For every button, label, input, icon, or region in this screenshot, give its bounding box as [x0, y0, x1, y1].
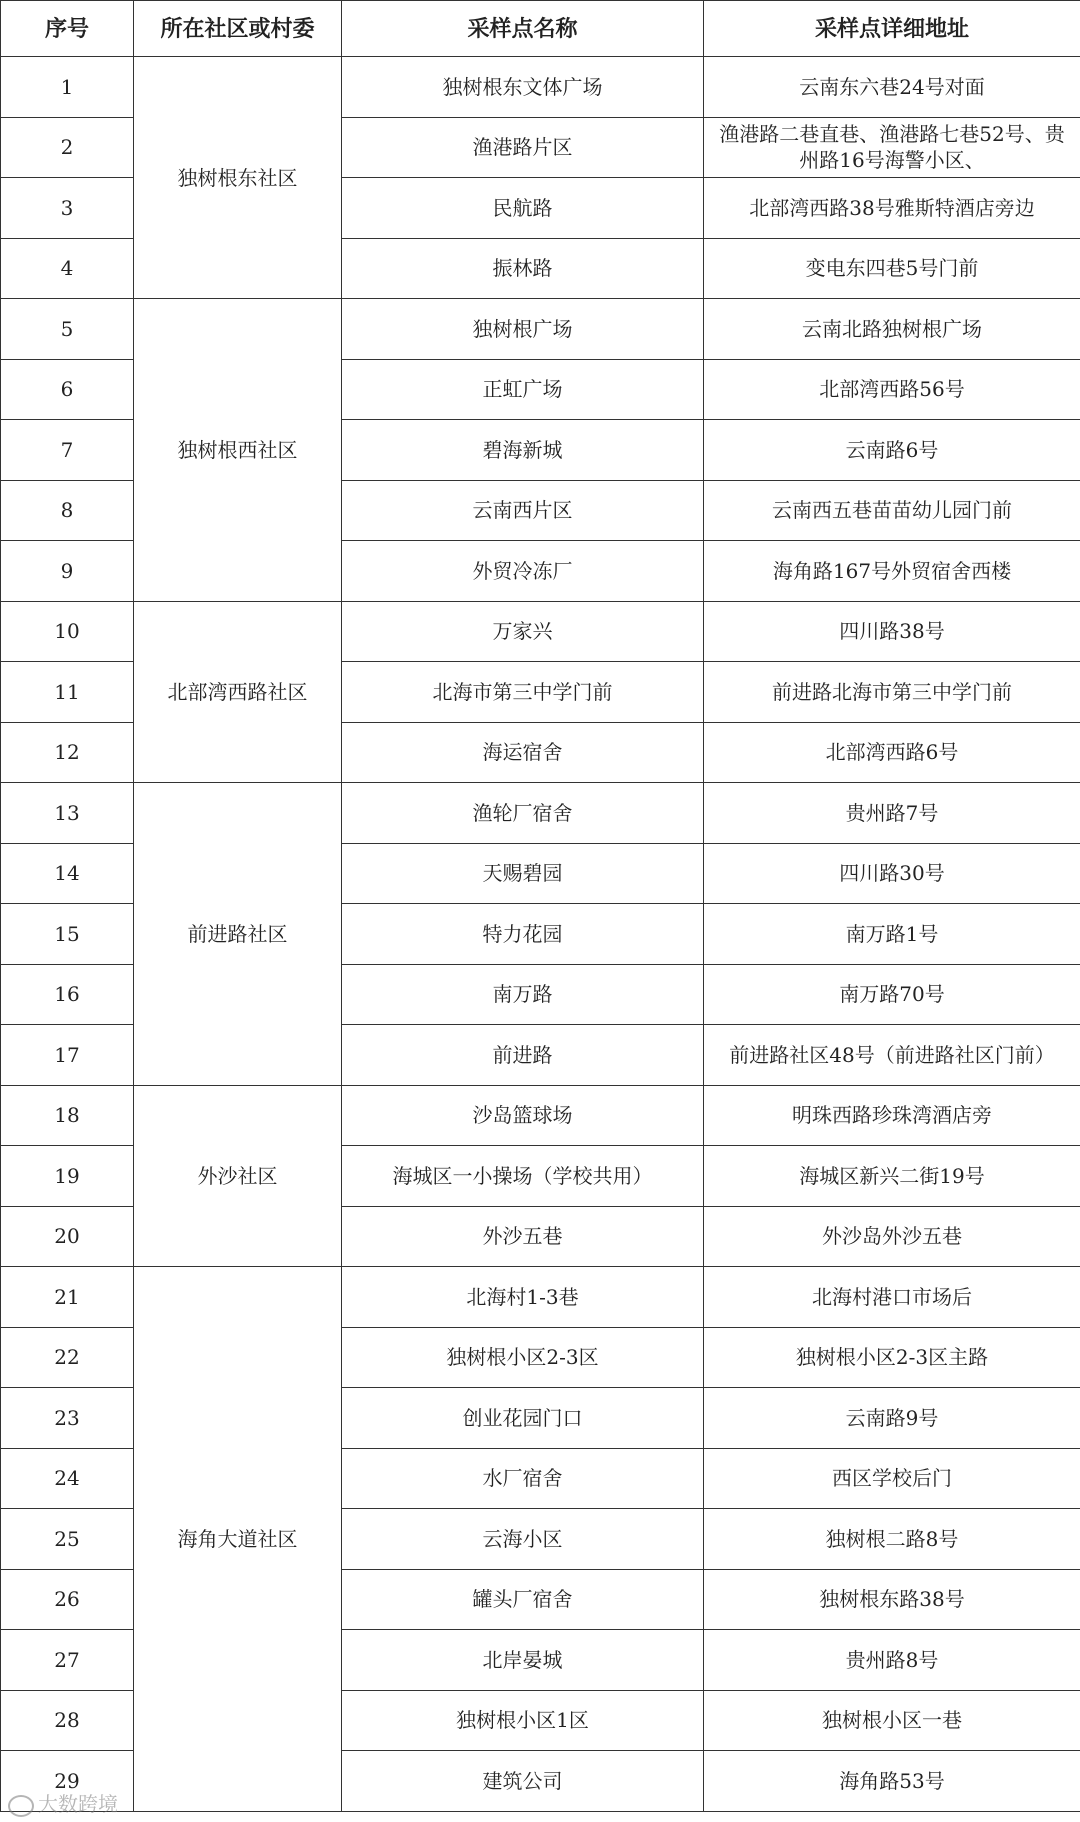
address-cell: 北部湾西路56号 — [704, 359, 1080, 420]
row-number: 5 — [1, 299, 134, 360]
row-number: 4 — [1, 238, 134, 299]
site-name-cell: 罐头厂宿舍 — [342, 1569, 704, 1630]
site-name-cell: 海运宿舍 — [342, 722, 704, 783]
site-name-cell: 北岸晏城 — [342, 1630, 704, 1691]
table-row — [1, 601, 1080, 662]
address-cell: 贵州路7号 — [704, 783, 1080, 844]
site-name-cell: 建筑公司 — [342, 1751, 704, 1812]
address-cell: 四川路38号 — [704, 601, 1080, 662]
row-number: 28 — [1, 1690, 134, 1751]
row-number: 20 — [1, 1206, 134, 1267]
address-cell: 云南北路独树根广场 — [704, 299, 1080, 360]
header-no: 序号 — [1, 1, 134, 57]
address-cell: 独树根小区一巷 — [704, 1690, 1080, 1751]
row-number: 27 — [1, 1630, 134, 1691]
address-cell: 云南路9号 — [704, 1388, 1080, 1449]
address-cell: 前进路北海市第三中学门前 — [704, 662, 1080, 723]
site-name-cell: 北海市第三中学门前 — [342, 662, 704, 723]
address-cell: 独树根东路38号 — [704, 1569, 1080, 1630]
site-name-cell: 独树根东文体广场 — [342, 57, 704, 118]
community-cell: 海角大道社区 — [134, 1267, 342, 1812]
address-cell: 南万路1号 — [704, 904, 1080, 965]
table-body — [1, 57, 1080, 1812]
row-number: 11 — [1, 662, 134, 723]
row-number: 24 — [1, 1448, 134, 1509]
site-name-cell: 云南西片区 — [342, 480, 704, 541]
site-name-cell: 水厂宿舍 — [342, 1448, 704, 1509]
address-cell: 西区学校后门 — [704, 1448, 1080, 1509]
table-row — [1, 1085, 1080, 1146]
row-number: 25 — [1, 1509, 134, 1570]
address-cell: 北海村港口市场后 — [704, 1267, 1080, 1328]
address-cell: 四川路30号 — [704, 843, 1080, 904]
address-cell: 明珠西路珍珠湾酒店旁 — [704, 1085, 1080, 1146]
row-number: 10 — [1, 601, 134, 662]
watermark-text: 大数跨境 — [38, 1792, 118, 1816]
row-number: 14 — [1, 843, 134, 904]
row-number: 1 — [1, 57, 134, 118]
row-number: 8 — [1, 480, 134, 541]
community-cell: 外沙社区 — [134, 1085, 342, 1267]
address-cell: 云南路6号 — [704, 420, 1080, 481]
row-number: 22 — [1, 1327, 134, 1388]
site-name-cell: 特力花园 — [342, 904, 704, 965]
site-name-cell: 南万路 — [342, 964, 704, 1025]
address-cell: 前进路社区48号（前进路社区门前） — [704, 1025, 1080, 1086]
row-number: 21 — [1, 1267, 134, 1328]
address-cell: 北部湾西路6号 — [704, 722, 1080, 783]
site-name-cell: 渔港路片区 — [342, 117, 704, 178]
header-site-name: 采样点名称 — [342, 1, 704, 57]
row-number: 29 — [1, 1751, 134, 1812]
table-row — [1, 1267, 1080, 1328]
row-number: 23 — [1, 1388, 134, 1449]
row-number: 13 — [1, 783, 134, 844]
site-name-cell: 沙岛篮球场 — [342, 1085, 704, 1146]
address-cell: 云南西五巷苗苗幼儿园门前 — [704, 480, 1080, 541]
address-cell: 北部湾西路38号雅斯特酒店旁边 — [704, 178, 1080, 239]
row-number: 19 — [1, 1146, 134, 1207]
site-name-cell: 外贸冷冻厂 — [342, 541, 704, 602]
site-name-cell: 万家兴 — [342, 601, 704, 662]
watermark — [8, 1788, 118, 1817]
watermark-logo-icon — [8, 1795, 34, 1817]
site-name-cell: 云海小区 — [342, 1509, 704, 1570]
header-community: 所在社区或村委 — [134, 1, 342, 57]
address-cell: 海角路53号 — [704, 1751, 1080, 1812]
address-cell: 独树根二路8号 — [704, 1509, 1080, 1570]
address-cell: 云南东六巷24号对面 — [704, 57, 1080, 118]
site-name-cell: 独树根小区1区 — [342, 1690, 704, 1751]
row-number: 16 — [1, 964, 134, 1025]
row-number: 2 — [1, 117, 134, 178]
address-cell: 贵州路8号 — [704, 1630, 1080, 1691]
community-cell: 前进路社区 — [134, 783, 342, 1086]
row-number: 3 — [1, 178, 134, 239]
site-name-cell: 前进路 — [342, 1025, 704, 1086]
row-number: 15 — [1, 904, 134, 965]
community-cell: 独树根东社区 — [134, 57, 342, 299]
site-name-cell: 外沙五巷 — [342, 1206, 704, 1267]
site-name-cell: 正虹广场 — [342, 359, 704, 420]
site-name-cell: 振林路 — [342, 238, 704, 299]
row-number: 12 — [1, 722, 134, 783]
site-name-cell: 碧海新城 — [342, 420, 704, 481]
row-number: 17 — [1, 1025, 134, 1086]
header-address: 采样点详细地址 — [704, 1, 1080, 57]
site-name-cell: 独树根小区2-3区 — [342, 1327, 704, 1388]
address-cell: 独树根小区2-3区主路 — [704, 1327, 1080, 1388]
row-number: 7 — [1, 420, 134, 481]
site-name-cell: 北海村1-3巷 — [342, 1267, 704, 1328]
address-cell: 海角路167号外贸宿舍西楼 — [704, 541, 1080, 602]
site-name-cell: 独树根广场 — [342, 299, 704, 360]
row-number: 26 — [1, 1569, 134, 1630]
table-row — [1, 57, 1080, 118]
site-name-cell: 渔轮厂宿舍 — [342, 783, 704, 844]
table-row — [1, 299, 1080, 360]
site-name-cell: 海城区一小操场（学校共用） — [342, 1146, 704, 1207]
community-cell: 北部湾西路社区 — [134, 601, 342, 783]
address-cell: 南万路70号 — [704, 964, 1080, 1025]
address-cell: 变电东四巷5号门前 — [704, 238, 1080, 299]
address-cell: 海城区新兴二街19号 — [704, 1146, 1080, 1207]
row-number: 18 — [1, 1085, 134, 1146]
site-name-cell: 民航路 — [342, 178, 704, 239]
row-number: 9 — [1, 541, 134, 602]
row-number: 6 — [1, 359, 134, 420]
community-cell: 独树根西社区 — [134, 299, 342, 602]
header-row — [1, 1, 1080, 57]
address-cell: 外沙岛外沙五巷 — [704, 1206, 1080, 1267]
address-cell: 渔港路二巷直巷、渔港路七巷52号、贵州路16号海警小区、 — [704, 117, 1080, 178]
site-name-cell: 创业花园门口 — [342, 1388, 704, 1449]
table-row — [1, 783, 1080, 844]
site-name-cell: 天赐碧园 — [342, 843, 704, 904]
